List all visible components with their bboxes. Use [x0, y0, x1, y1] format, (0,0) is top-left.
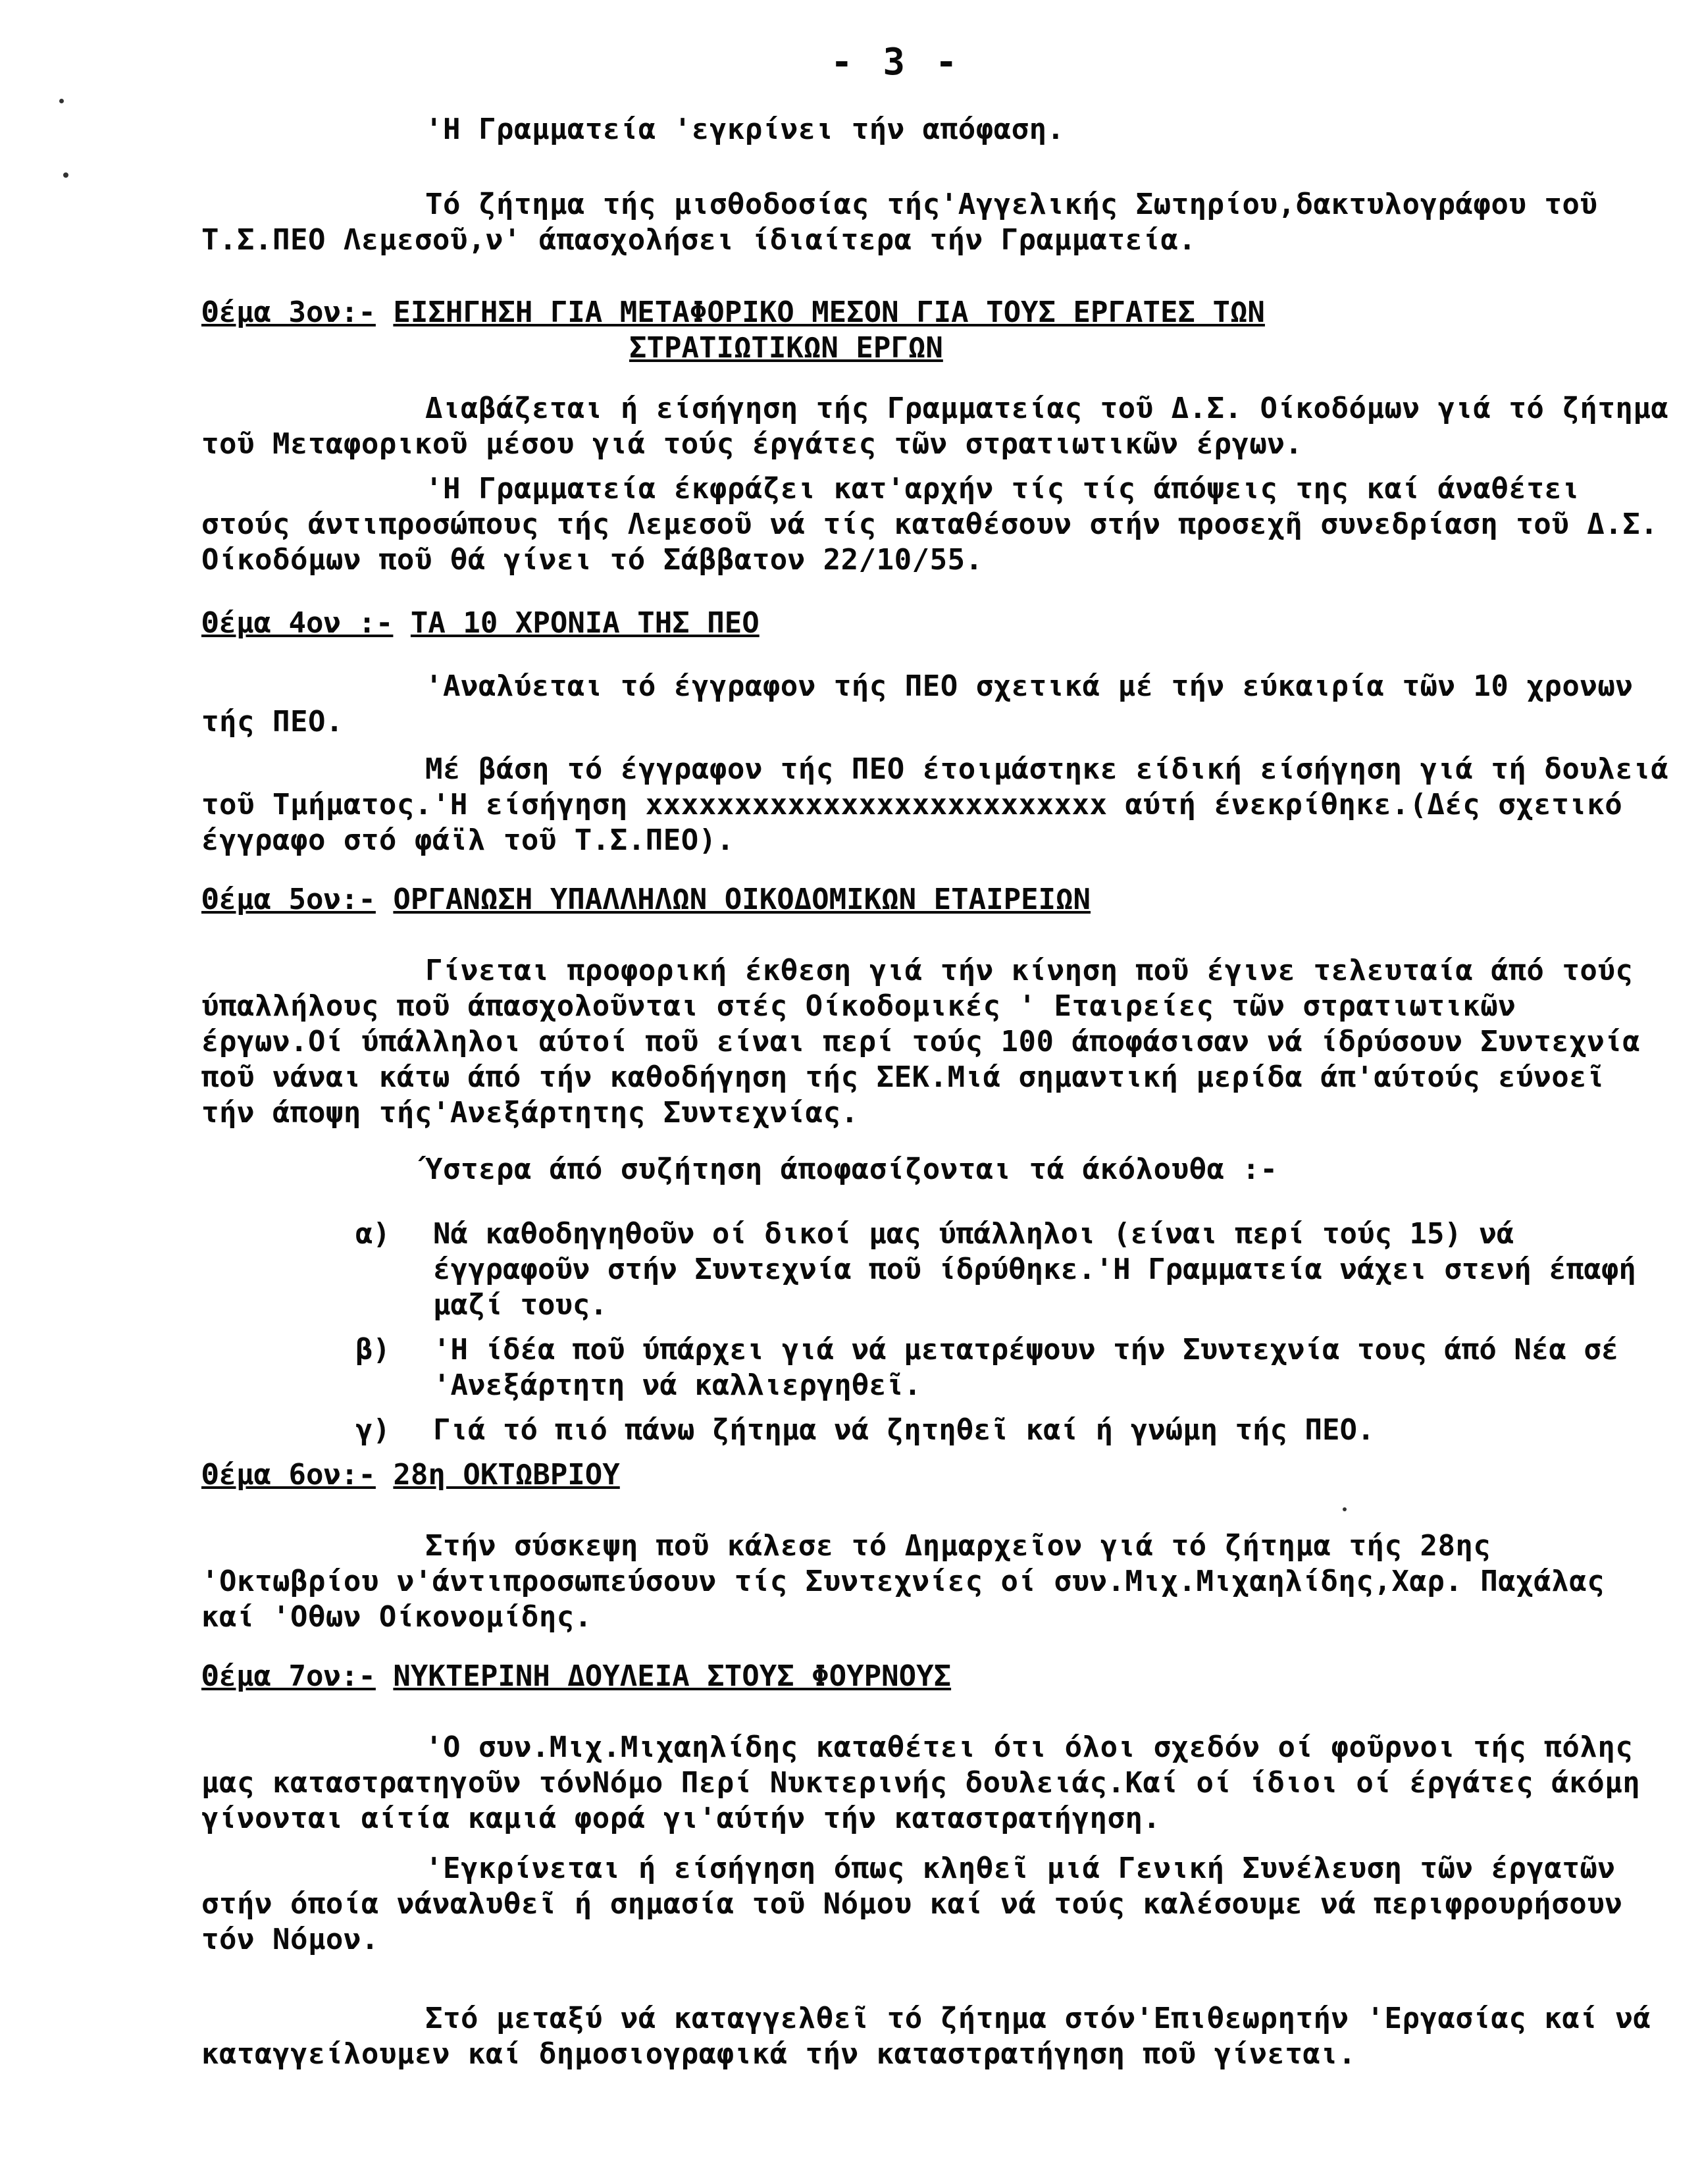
- theme-label: Θέμα 4ον :-: [201, 606, 394, 640]
- theme-label: Θέμα 3ον:-: [201, 296, 376, 329]
- theme-4-heading: [201, 606, 1676, 641]
- paragraph: Στό μεταξύ νά καταγγελθεῖ τό ζήτημα στόν'Επιθεωρητήν 'Εργασίας καί νά καταγγείλουμεν καί δημοσιογραφικά τήν καταστρατήγηση ποῦ γίνεται.: [201, 2002, 1651, 2071]
- theme-title: ΝΥΚΤΕΡΙΝΗ ΔΟΥΛΕΙΑ ΣΤΟΥΣ ΦΟΥΡΝΟΥΣ: [393, 1659, 952, 1693]
- page-number: - 3 -: [831, 41, 962, 84]
- theme-3-paragraph-2: [201, 471, 1676, 578]
- theme-3-paragraph-1: [201, 391, 1676, 462]
- theme-4-paragraph-1: [201, 669, 1676, 740]
- theme-5-paragraph-2: [201, 1152, 1676, 1187]
- theme-label: Θέμα 6ον:-: [201, 1458, 376, 1492]
- paragraph: 'Αναλύεται τό έγγραφον τής ΠΕΟ σχετικά μέ τήν εύκαιρία τῶν 10 χρονων τής ΠΕΟ.: [201, 669, 1634, 739]
- theme-title: 28η ΟΚΤΩΒΡΙΟΥ: [393, 1458, 620, 1492]
- theme-6-heading: [201, 1457, 1676, 1493]
- theme-label: Θέμα 7ον:-: [201, 1659, 376, 1693]
- theme-4-paragraph-2: [201, 752, 1676, 858]
- paragraph: Γίνεται προφορική έκθεση γιά τήν κίνηση ποῦ έγινε τελευταία άπό τούς ύπαλλήλους ποῦ άπασχολοῦνται στές Οίκοδομικές ' Εταιρείες τῶν στρατιωτικῶν έργων.Οί ύπάλληλοι αύτοί ποῦ είναι περί τούς 100 άποφάσισαν νά ίδρύσουν Συντεχνία ποῦ νάναι κάτω άπό τήν καθοδήγηση τής ΣΕΚ.Μιά σημαντική μερίδα άπ'αύτούς εύνοεῖ τήν άποψη τής'Ανεξάρτητης Συντεχνίας.: [201, 954, 1641, 1130]
- decision-item-a: [355, 1216, 1672, 1323]
- theme-title-line2: ΣΤΡΑΤΙΩΤΙΚΩΝ ΕΡΓΩΝ: [629, 331, 943, 365]
- scan-speck: [59, 99, 64, 103]
- item-marker: β): [355, 1333, 390, 1366]
- intro-approval-paragraph: [201, 112, 1676, 147]
- theme-7-heading: [201, 1659, 1676, 1694]
- decision-item-c: [355, 1413, 1672, 1448]
- paragraph: 'Ο συν.Μιχ.Μιχαηλίδης καταθέτει ότι όλοι σχεδόν οί φοῦρνοι τής πόλης μας καταστρατηγοῦν τόνΝόμο Περί Νυκτερινής δουλειάς.Καί οί ίδιοι οί έργάτες άκόμη γίνονται αίτία καμιά φορά γι'αύτήν τήν καταστρατήγηση.: [201, 1730, 1641, 1835]
- paragraph: Στήν σύσκεψη ποῦ κάλεσε τό Δημαρχεῖον γιά τό ζήτημα τής 28ης 'Οκτωβρίου ν'άντιπροσωπεύσουν τίς Συντεχνίες οί συν.Μιχ.Μιχαηλίδης,Χαρ. Παχάλας καί 'Οθων Οίκονομίδης.: [201, 1529, 1605, 1634]
- item-marker: γ): [355, 1413, 390, 1447]
- paragraph: Μέ βάση τό έγγραφον τής ΠΕΟ έτοιμάστηκε είδική είσήγηση γιά τή δουλειά τοῦ Τμήματος.'Η είσήγηση xxxxxxxxxxxxxxxxxxxxxxxxxx αύτή ένεκρίθηκε.(Δές σχετικό έγγραφο στό φάϊλ τοῦ Τ.Σ.ΠΕΟ).: [201, 752, 1669, 857]
- paragraph: Διαβάζεται ή είσήγηση τής Γραμματείας τοῦ Δ.Σ. Οίκοδόμων γιά τό ζήτημα τοῦ Μεταφορικοῦ μέσου γιά τούς έργάτες τῶν στρατιωτικῶν έργων.: [201, 392, 1669, 461]
- theme-6-paragraph-1: [201, 1528, 1676, 1635]
- theme-5-paragraph-1: [201, 953, 1676, 1131]
- paragraph: Ύστερα άπό συζήτηση άποφασίζονται τά άκόλουθα :-: [425, 1153, 1278, 1186]
- item-text: 'Η ίδέα ποῦ ύπάρχει γιά νά μετατρέψουν τήν Συντεχνία τους άπό Νέα σέ 'Ανεξάρτητη νά καλλιεργηθεῖ.: [433, 1333, 1619, 1402]
- paragraph: 'Εγκρίνεται ή είσήγηση όπως κληθεῖ μιά Γενική Συνέλευση τῶν έργατῶν στήν όποία νάναλυθεῖ ή σημασία τοῦ Νόμου καί νά τούς καλέσουμε νά περιφρουρήσουν τόν Νόμον.: [201, 1852, 1623, 1956]
- decision-item-b: [355, 1332, 1672, 1403]
- theme-7-paragraph-1: [201, 1730, 1676, 1836]
- paragraph: Τό ζήτημα τής μισθοδοσίας τής'Αγγελικής Σωτηρίου,δακτυλογράφου τοῦ Τ.Σ.ΠΕΟ Λεμεσοῦ,ν' άπασχολήσει ίδιαίτερα τήν Γραμματεία.: [201, 188, 1598, 257]
- theme-3-heading: [201, 295, 1676, 366]
- scan-speck: [63, 172, 68, 178]
- item-text: Νά καθοδηγηθοῦν οί δικοί μας ύπάλληλοι (είναι περί τούς 15) νά έγγραφοῦν στήν Συντεχνία ποῦ ίδρύθηκε.'Η Γραμματεία νάχει στενή έπαφή μαζί τους.: [433, 1217, 1636, 1322]
- item-marker: α): [355, 1217, 390, 1251]
- theme-7-paragraph-3: [201, 2001, 1676, 2072]
- theme-title: ΤΑ 10 ΧΡΟΝΙΑ ΤΗΣ ΠΕΟ: [410, 606, 760, 640]
- theme-title: ΟΡΓΑΝΩΣΗ ΥΠΑΛΛΗΛΩΝ ΟΙΚΟΔΟΜΙΚΩΝ ΕΤΑΙΡΕΙΩΝ: [393, 883, 1091, 916]
- theme-7-paragraph-2: [201, 1851, 1676, 1958]
- theme-title: ΕΙΣΗΓΗΣΗ ΓΙΑ ΜΕΤΑΦΟΡΙΚΟ ΜΕΣΟΝ ΓΙΑ ΤΟΥΣ ΕΡΓΑΤΕΣ ΤΩΝ: [393, 296, 1265, 329]
- theme-5-heading: [201, 882, 1676, 918]
- intro-salary-paragraph: [201, 187, 1676, 258]
- paragraph: 'Η Γραμματεία έκφράζει κατ'αρχήν τίς τίς άπόψεις της καί άναθέτει στούς άντιπροσώπους τής Λεμεσοῦ νά τίς καταθέσουν στήν προσεχῆ συνεδρίαση τοῦ Δ.Σ. Οίκοδόμων ποῦ θά γίνει τό Σάββατον 22/10/55.: [201, 472, 1659, 577]
- theme-label: Θέμα 5ον:-: [201, 883, 376, 916]
- scan-speck: [1343, 1507, 1347, 1511]
- paragraph: 'Η Γραμματεία 'εγκρίνει τήν απόφαση.: [425, 113, 1065, 146]
- item-text: Γιά τό πιό πάνω ζήτημα νά ζητηθεῖ καί ή γνώμη τής ΠΕΟ.: [433, 1413, 1375, 1447]
